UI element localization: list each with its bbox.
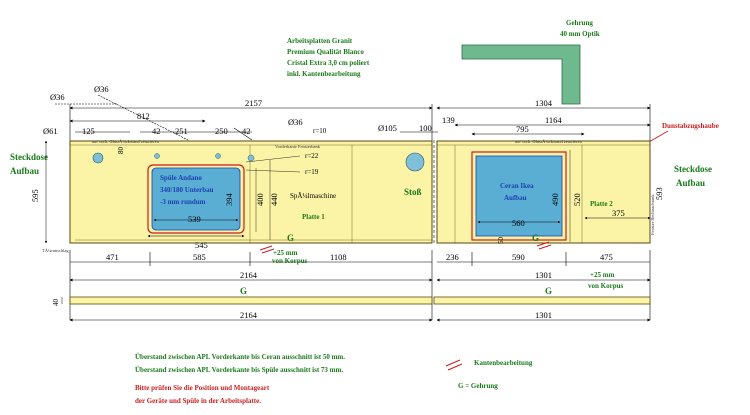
- sink-label-2: 340/180 Unterbau: [160, 186, 214, 194]
- header-line-4: inkl. Kantenbearbeitung: [287, 70, 361, 78]
- ceran-width-560: 560: [512, 218, 525, 228]
- bottom-dimension-labels: [106, 252, 623, 290]
- legend-edge-label: Kantenbearbeitung: [474, 359, 533, 367]
- front-strip-left: [70, 297, 432, 304]
- offset-label-2b: von Korpus: [588, 282, 624, 290]
- steckdose-right-title: Steckdose: [674, 164, 712, 174]
- legend-edge-symbol: [446, 360, 462, 370]
- top-dimension-labels: [43, 84, 562, 136]
- front-strip: [52, 286, 650, 320]
- wall-note-fenster: Fenster Rechtsschrank: [650, 194, 655, 235]
- plate-1-gehrung: G: [287, 233, 295, 243]
- dim-d36-c: Ø36: [288, 117, 303, 127]
- radius-22: r=22: [305, 152, 319, 160]
- steckdose-left-title: Steckdose: [10, 152, 48, 162]
- dim-590: 590: [512, 252, 525, 262]
- dim-400: 400: [255, 193, 265, 206]
- dim-100: 100: [419, 123, 432, 133]
- dim-r10: r=10: [313, 127, 327, 135]
- tap-hole-2: [216, 154, 221, 159]
- note-check-1: Bitte prüfen Sie die Position und Montageart: [135, 384, 270, 392]
- tap-hole-3: [248, 155, 254, 161]
- offset-label-1b: von Korpus: [272, 257, 308, 265]
- steckdose-right-subtitle: Aufbau: [676, 178, 706, 188]
- legend-gehrung-label: G = Gehrung: [458, 382, 498, 390]
- dim-375: 375: [612, 208, 625, 218]
- wall-note-left: auf vorh. GlasrÃ¼ckwand zentrieren: [92, 139, 159, 144]
- dim-d36-a: Ø36: [50, 92, 65, 102]
- sink-height-394: 394: [224, 193, 234, 206]
- ceran-label-1: Ceran Ikea: [500, 182, 534, 190]
- dim-520: 520: [572, 193, 582, 206]
- plate-1-label: Platte 1: [302, 213, 325, 221]
- note-sink-overhang: Überstand zwischen APL Vorderkante bis Spüle ausschnitt ist 73 mm.: [135, 366, 344, 374]
- dim-1164: 1164: [545, 115, 562, 125]
- dim-2157: 2157: [245, 98, 262, 108]
- ceran-label-2: Aufbau: [504, 194, 527, 202]
- gehrung-callout: [462, 19, 600, 104]
- note-ceran-overhang: Überstand zwischen APL Vorderkante bis Ceran ausschnitt ist 50 mm.: [135, 353, 346, 361]
- notes: [135, 353, 345, 405]
- dim-1108: 1108: [330, 252, 347, 262]
- steckdose-left-subtitle: Aufbau: [10, 166, 40, 176]
- dim-475: 475: [600, 252, 613, 262]
- front-strip-height-40: 40: [52, 299, 60, 306]
- dim-d61: Ø61: [43, 126, 58, 136]
- note-check-2: der Geräte und Spüle in der Arbeitsplatte.: [135, 397, 261, 405]
- joint-label: Stoß: [404, 187, 422, 197]
- total-left-2164: 2164: [240, 270, 257, 280]
- front-strip-gehrung-right: G: [545, 286, 553, 296]
- front-strip-length-left: 2164: [240, 310, 257, 320]
- dim-440: 440: [269, 193, 279, 206]
- dunstabzug-label: Dunstabzugshaube: [662, 122, 719, 130]
- plate-2-depth-593: 593: [654, 187, 664, 200]
- wall-note-right: auf vorh. GlasrÃ¼ckwand zentrieren: [515, 139, 582, 144]
- sink-width-539: 539: [188, 214, 201, 224]
- ceran-cutout: [472, 152, 566, 240]
- wall-note-front: Vorderkante Fensterbank: [275, 144, 321, 149]
- radius-19: r=19: [305, 168, 319, 176]
- dim-d36-b: Ø36: [94, 84, 109, 94]
- front-strip-length-right: 1301: [535, 310, 552, 320]
- legend: [446, 359, 533, 390]
- total-right-1301: 1301: [535, 270, 552, 280]
- dim-251: 251: [175, 126, 188, 136]
- dim-d105: Ø105: [378, 123, 397, 133]
- header-line-3: Cristal Extra 3,0 cm poliert: [287, 59, 370, 67]
- dim-812: 812: [137, 111, 150, 121]
- dim-50: 50: [497, 237, 505, 244]
- offset-label-2a: +25 mm: [590, 271, 615, 279]
- wall-note-turanschlag: TÃ¼ranschlag: [42, 248, 69, 253]
- dim-795: 795: [516, 124, 529, 134]
- front-strip-right: [434, 297, 650, 304]
- material-header: [287, 37, 370, 78]
- socket-hole-right: [406, 153, 424, 171]
- dim-236: 236: [446, 252, 459, 262]
- ceran-height-490: 490: [550, 193, 560, 206]
- dishwasher-label: SpÃ¼lmaschine: [290, 192, 337, 200]
- gehrung-title: Gehrung: [566, 19, 593, 27]
- header-line-2: Premium Qualität Blanco: [287, 48, 364, 56]
- sink-label-1: Spüle Andano: [160, 174, 202, 182]
- sink-cutout: [148, 165, 244, 233]
- sink-label-3: -3 mm rundum: [160, 198, 206, 206]
- bottom-dimension-lines: [70, 250, 650, 320]
- dim-125: 125: [82, 126, 95, 136]
- dim-42-a: 42: [152, 126, 161, 136]
- plate-2-label: Platte 2: [590, 200, 613, 208]
- dim-585: 585: [193, 252, 206, 262]
- sink-outer-545: 545: [195, 240, 208, 250]
- dim-471: 471: [106, 252, 119, 262]
- socket-hole-left: [93, 153, 103, 163]
- plate-2-gehrung: G: [532, 233, 540, 243]
- front-strip-gehrung-left: G: [240, 286, 248, 296]
- plate-1-depth-595: 595: [30, 189, 40, 202]
- header-line-1: Arbeitsplatten Granit: [287, 37, 353, 45]
- dim-1304: 1304: [535, 98, 552, 108]
- dim-139: 139: [442, 115, 455, 125]
- tap-hole-1: [155, 154, 160, 159]
- dim-80: 80: [117, 147, 125, 154]
- offset-label-1a: +25 mm: [273, 249, 298, 257]
- dim-250: 250: [215, 126, 228, 136]
- dim-42-b: 42: [242, 126, 251, 136]
- gehrung-subtitle: 40 mm Optik: [560, 30, 600, 38]
